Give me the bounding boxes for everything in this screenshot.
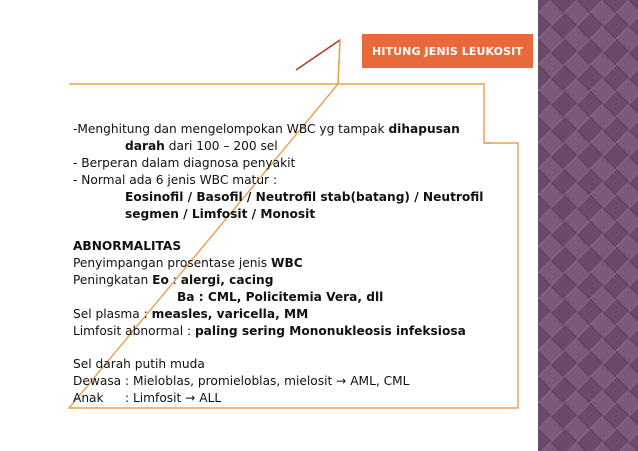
- text-line: [73, 272, 523, 289]
- bold-text: dihapusan: [388, 122, 460, 136]
- bold-text: measles, varicella, MM: [151, 307, 309, 322]
- bold-text: segmen / Limfosit / Monosit: [125, 206, 316, 221]
- text-line: [73, 138, 523, 155]
- text-line: [73, 390, 523, 407]
- text: -Menghitung dan mengelompokan WBC yg tampak: [73, 122, 389, 136]
- text: : Mieloblas, promieloblas, mielosit: [125, 373, 337, 388]
- bold-text: Eo: [152, 273, 169, 288]
- bold-text: paling sering Mononukleosis infeksiosa: [194, 323, 466, 338]
- text-line: - Normal ada 6 jenis WBC matur :: [73, 172, 278, 187]
- text-line: - Berperan dalam diagnosa penyakit: [73, 155, 296, 170]
- text-line: [73, 306, 523, 323]
- title-banner: [362, 34, 533, 68]
- text: :: [168, 273, 181, 288]
- text: Peningkatan: [73, 273, 153, 288]
- text: AML, CML: [346, 373, 410, 388]
- spacer: [73, 340, 523, 356]
- page-title: HITUNG JENIS LEUKOSIT: [372, 44, 523, 58]
- text: dari 100 – 200 sel: [164, 138, 278, 153]
- text-line: [73, 255, 523, 272]
- row-label: Dewasa: [73, 373, 122, 388]
- arrow-right-icon: →: [336, 373, 347, 388]
- arrow-right-icon: →: [185, 390, 196, 405]
- spacer: [73, 222, 523, 238]
- text-line: [73, 373, 523, 390]
- bold-text: alergi, cacing: [180, 273, 274, 288]
- text: Limfosit abnormal :: [73, 323, 195, 338]
- text: ALL: [195, 390, 222, 405]
- bold-text: Ba : CML, Policitemia Vera, dll: [177, 290, 384, 305]
- text: : Limfosit: [125, 390, 186, 405]
- text-line: [73, 189, 523, 206]
- bold-text: ABNORMALITAS: [73, 239, 182, 254]
- bold-text: WBC: [271, 256, 303, 271]
- text-line: [73, 323, 523, 340]
- text: Sel plasma :: [73, 307, 152, 322]
- bold-text: Eosinofil / Basofil / Neutrofil stab(batang) / Neutrofil: [125, 189, 484, 204]
- bold-text: darah: [125, 138, 165, 153]
- text-line: [73, 206, 523, 223]
- text-line: [73, 289, 523, 306]
- text: Penyimpangan prosentase jenis: [73, 256, 272, 271]
- text-line: [73, 121, 523, 138]
- section-heading: [73, 238, 523, 255]
- slide-content: [73, 121, 523, 407]
- section-heading: Sel darah putih muda: [73, 356, 205, 371]
- row-label: Anak: [73, 390, 104, 405]
